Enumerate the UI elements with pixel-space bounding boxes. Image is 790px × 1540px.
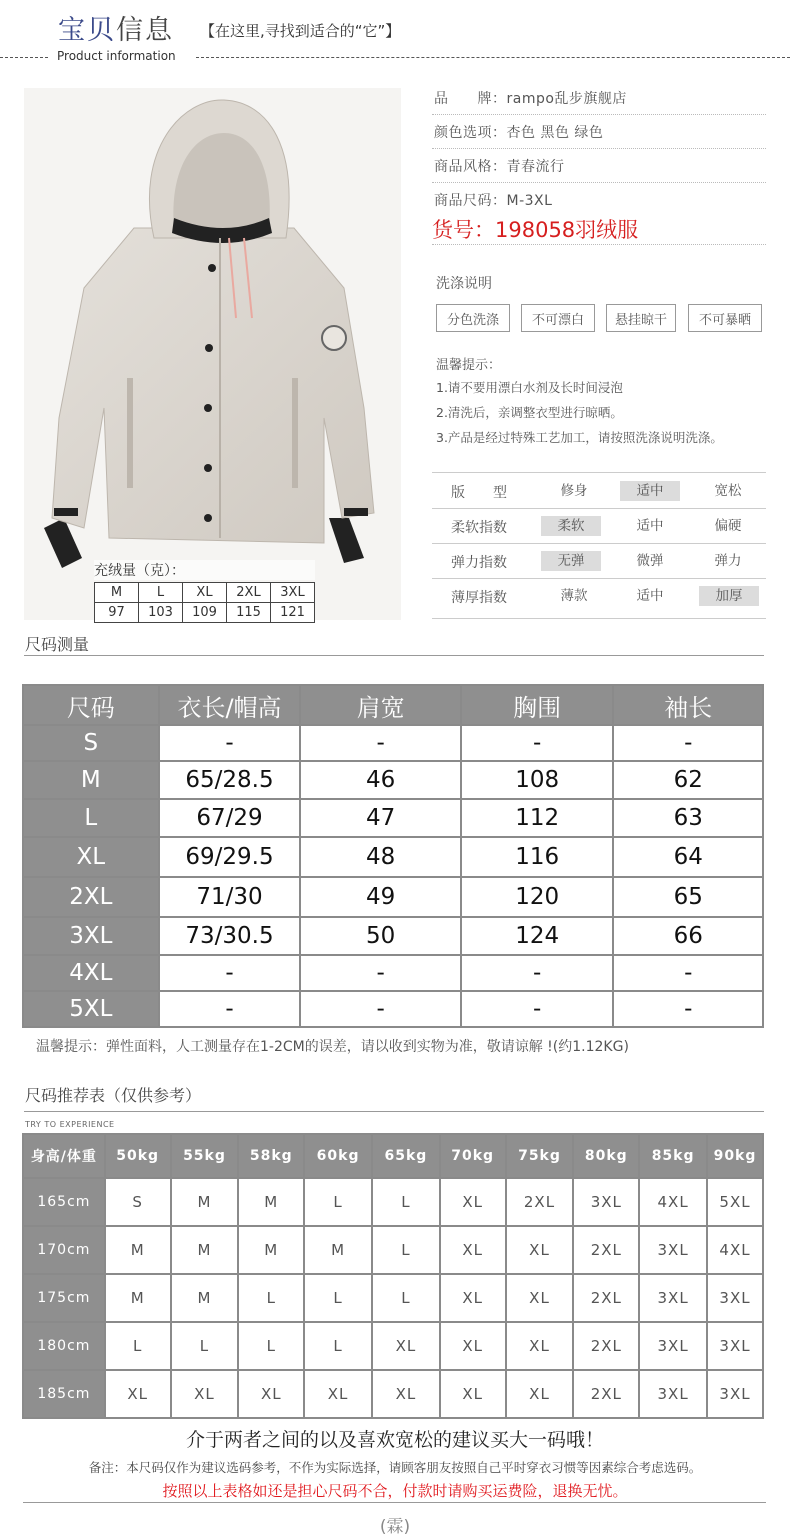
column-header: 70kg: [440, 1134, 506, 1178]
table-row: [23, 1322, 763, 1370]
table-cell: XL: [440, 1274, 506, 1322]
attr-option-selected: 加厚: [699, 586, 759, 606]
divider: [23, 1502, 766, 1503]
divider: [432, 578, 766, 579]
section-subtitle-en: Product information: [57, 49, 176, 63]
table-cell: 4XL: [707, 1226, 763, 1274]
table-cell: 63: [613, 799, 763, 837]
size-table: [22, 684, 764, 1028]
size-table-header: [23, 685, 763, 725]
table-cell: 3XL: [573, 1178, 639, 1226]
table-cell: 71/30: [159, 877, 301, 917]
table-cell: 73/30.5: [159, 917, 301, 955]
attr-option: 适中: [636, 518, 664, 534]
info-sizes: 商品尺码：M-3XL: [434, 193, 553, 209]
table-cell: -: [300, 725, 460, 761]
row-label: L: [23, 799, 159, 837]
row-label: 170cm: [23, 1226, 105, 1274]
column-header: 衣长/帽高: [159, 685, 301, 725]
table-cell: M: [171, 1226, 239, 1274]
wash-item: 不可漂白: [521, 304, 595, 332]
row-label: 180cm: [23, 1322, 105, 1370]
attr-option-selected: 适中: [620, 481, 680, 501]
table-cell: L: [105, 1322, 171, 1370]
wash-item: 不可暴晒: [688, 304, 762, 332]
table-row: [23, 917, 763, 955]
table-cell: L: [372, 1274, 440, 1322]
table-cell: XL: [372, 1322, 440, 1370]
divider: [24, 655, 764, 656]
down-fill-title: 充绒量（克）：: [94, 560, 315, 580]
attr-option-selected: 无弹: [541, 551, 601, 571]
row-label: 2XL: [23, 877, 159, 917]
tip-line: 3.产品是经过特殊工艺加工，请按照洗涤说明洗涤。: [436, 430, 723, 445]
down-value: 115: [227, 603, 271, 623]
table-row: [23, 1370, 763, 1418]
table-cell: XL: [440, 1322, 506, 1370]
table-cell: 2XL: [573, 1226, 639, 1274]
table-cell: 47: [300, 799, 460, 837]
column-header: 80kg: [573, 1134, 639, 1178]
down-value: 97: [95, 603, 139, 623]
column-header: 身高/体重: [23, 1134, 105, 1178]
attr-label-thickness: 薄厚指数: [451, 590, 507, 606]
down-size: 2XL: [227, 583, 271, 603]
column-header: 60kg: [304, 1134, 372, 1178]
row-label: 4XL: [23, 955, 159, 991]
table-row: [23, 837, 763, 877]
attr-option: 薄款: [560, 588, 588, 604]
divider: [432, 472, 766, 473]
attr-label-elasticity: 弹力指数: [451, 555, 507, 571]
table-cell: M: [171, 1178, 239, 1226]
table-cell: -: [461, 955, 614, 991]
table-cell: 3XL: [707, 1370, 763, 1418]
table-cell: 49: [300, 877, 460, 917]
table-cell: 2XL: [506, 1178, 574, 1226]
table-cell: 3XL: [639, 1370, 707, 1418]
table-cell: 108: [461, 761, 614, 799]
tip-line: 2.清洗后，亲调整衣型进行晾晒。: [436, 405, 623, 420]
table-cell: S: [105, 1178, 171, 1226]
table-cell: 65/28.5: [159, 761, 301, 799]
table-cell: M: [304, 1226, 372, 1274]
info-brand: 品 牌：rampo乱步旗舰店: [434, 91, 627, 107]
column-header: 肩宽: [300, 685, 460, 725]
table-cell: -: [159, 725, 301, 761]
table-cell: M: [105, 1274, 171, 1322]
down-fill-table: [94, 560, 315, 623]
row-label: 5XL: [23, 991, 159, 1027]
table-cell: L: [238, 1322, 304, 1370]
table-cell: -: [461, 725, 614, 761]
table-row: [23, 991, 763, 1027]
table-cell: 64: [613, 837, 763, 877]
table-cell: 65: [613, 877, 763, 917]
divider: [432, 618, 766, 619]
column-header: 胸围: [461, 685, 614, 725]
table-cell: XL: [440, 1370, 506, 1418]
attr-option-selected: 柔软: [541, 516, 601, 536]
row-label: XL: [23, 837, 159, 877]
rec-table-header: [23, 1134, 763, 1178]
table-cell: XL: [304, 1370, 372, 1418]
attr-option: 修身: [560, 483, 588, 499]
table-cell: -: [300, 955, 460, 991]
table-cell: XL: [506, 1226, 574, 1274]
table-cell: 66: [613, 917, 763, 955]
column-header: 55kg: [171, 1134, 239, 1178]
section-subtitle: 【在这里,寻找到适合的“它”】: [200, 22, 401, 40]
rec-section-title: 尺码推荐表（仅供参考）: [25, 1086, 202, 1105]
size-recommendation-table: [22, 1133, 764, 1419]
down-size: XL: [183, 583, 227, 603]
attr-label-softness: 柔软指数: [451, 520, 507, 536]
row-label: M: [23, 761, 159, 799]
table-cell: 4XL: [639, 1178, 707, 1226]
column-header: 65kg: [372, 1134, 440, 1178]
divider: [432, 543, 766, 544]
column-header: 尺码: [23, 685, 159, 725]
table-cell: 112: [461, 799, 614, 837]
down-fill-sizes: [95, 583, 315, 603]
down-value: 109: [183, 603, 227, 623]
table-row: [23, 799, 763, 837]
table-cell: M: [238, 1178, 304, 1226]
divider: [432, 114, 766, 115]
table-cell: XL: [440, 1178, 506, 1226]
attr-option: 弹力: [714, 553, 742, 569]
table-cell: 2XL: [573, 1322, 639, 1370]
size-note: 温馨提示：弹性面料，人工测量存在1-2CM的误差，请以收到实物为准，敬请谅解 !(约1.12KG): [36, 1039, 629, 1055]
info-sku: 货号：198058羽绒服: [432, 218, 639, 242]
row-label: 165cm: [23, 1178, 105, 1226]
down-value: 103: [139, 603, 183, 623]
table-cell: XL: [506, 1274, 574, 1322]
table-cell: 48: [300, 837, 460, 877]
footer-advice: 介于两者之间的以及喜欢宽松的建议买大一码哦！: [185, 1429, 604, 1451]
divider: [24, 1111, 764, 1112]
table-cell: XL: [171, 1370, 239, 1418]
row-label: 175cm: [23, 1274, 105, 1322]
divider: [432, 182, 766, 183]
table-cell: L: [171, 1322, 239, 1370]
attr-option: 宽松: [714, 483, 742, 499]
info-colors: 颜色选项：杏色 黑色 绿色: [434, 125, 604, 141]
table-cell: -: [461, 991, 614, 1027]
column-header: 85kg: [639, 1134, 707, 1178]
table-cell: 69/29.5: [159, 837, 301, 877]
table-cell: 67/29: [159, 799, 301, 837]
table-cell: L: [304, 1322, 372, 1370]
table-cell: XL: [506, 1370, 574, 1418]
table-cell: 2XL: [573, 1274, 639, 1322]
down-fill-values: [95, 603, 315, 623]
table-cell: XL: [105, 1370, 171, 1418]
down-size: M: [95, 583, 139, 603]
wash-item: 悬挂晾干: [606, 304, 676, 332]
row-label: S: [23, 725, 159, 761]
tips-title: 温馨提示：: [436, 358, 502, 373]
table-cell: M: [171, 1274, 239, 1322]
column-header: 袖长: [613, 685, 763, 725]
column-header: 90kg: [707, 1134, 763, 1178]
tip-line: 1.请不要用漂白水剂及长时间浸泡: [436, 380, 623, 395]
column-header: 58kg: [238, 1134, 304, 1178]
column-header: 50kg: [105, 1134, 171, 1178]
footer-warning: 按照以上表格如还是担心尺码不合，付款时请购买运费险，退换无忧。: [162, 1482, 628, 1500]
divider: [196, 57, 790, 58]
info-style: 商品风格：青春流行: [434, 159, 565, 175]
down-size: 3XL: [271, 583, 315, 603]
table-row: [23, 725, 763, 761]
divider: [432, 148, 766, 149]
table-cell: 120: [461, 877, 614, 917]
table-row: [23, 877, 763, 917]
divider: [432, 244, 766, 245]
table-cell: 50: [300, 917, 460, 955]
table-cell: -: [300, 991, 460, 1027]
table-cell: -: [159, 991, 301, 1027]
table-row: [23, 761, 763, 799]
table-cell: XL: [372, 1370, 440, 1418]
table-row: [23, 1274, 763, 1322]
table-cell: 124: [461, 917, 614, 955]
table-cell: XL: [506, 1322, 574, 1370]
product-photo: [24, 88, 401, 620]
jacket-illustration: [24, 88, 401, 620]
divider: [0, 57, 48, 58]
row-label: 185cm: [23, 1370, 105, 1418]
table-cell: 3XL: [707, 1322, 763, 1370]
attr-option: 适中: [636, 588, 664, 604]
table-cell: XL: [238, 1370, 304, 1418]
down-value: 121: [271, 603, 315, 623]
footer-note: 备注：本尺码仅作为建议选码参考，不作为实际选择，请顾客朋友按照自己平时穿衣习惯等因素综合考虑选码。: [88, 1460, 702, 1475]
table-cell: 3XL: [639, 1226, 707, 1274]
attr-label-fit: 版 型: [451, 485, 507, 501]
table-cell: -: [613, 955, 763, 991]
table-cell: 5XL: [707, 1178, 763, 1226]
wash-item: 分色洗涤: [436, 304, 510, 332]
table-cell: 2XL: [573, 1370, 639, 1418]
table-cell: L: [304, 1274, 372, 1322]
table-cell: 3XL: [707, 1274, 763, 1322]
table-cell: -: [159, 955, 301, 991]
attr-option: 偏硬: [714, 518, 742, 534]
down-size: L: [139, 583, 183, 603]
table-cell: -: [613, 991, 763, 1027]
table-row: [23, 1226, 763, 1274]
divider: [432, 508, 766, 509]
section-title-product-info: 宝贝信息: [58, 15, 174, 46]
table-cell: 3XL: [639, 1322, 707, 1370]
table-cell: M: [105, 1226, 171, 1274]
table-cell: L: [372, 1178, 440, 1226]
table-cell: 3XL: [639, 1274, 707, 1322]
table-row: [23, 1178, 763, 1226]
table-cell: 116: [461, 837, 614, 877]
table-cell: 46: [300, 761, 460, 799]
size-section-title: 尺码测量: [25, 635, 90, 654]
footer-signature: (霖): [379, 1517, 411, 1537]
column-header: 75kg: [506, 1134, 574, 1178]
wash-title: 洗涤说明: [436, 276, 492, 292]
attr-option: 微弹: [636, 553, 664, 569]
table-row: [23, 955, 763, 991]
table-cell: 62: [613, 761, 763, 799]
table-cell: -: [613, 725, 763, 761]
table-cell: L: [372, 1226, 440, 1274]
table-cell: M: [238, 1226, 304, 1274]
table-cell: L: [238, 1274, 304, 1322]
row-label: 3XL: [23, 917, 159, 955]
rec-section-subtitle: TRY TO EXPERIENCE: [25, 1120, 115, 1129]
table-cell: XL: [440, 1226, 506, 1274]
table-cell: L: [304, 1178, 372, 1226]
